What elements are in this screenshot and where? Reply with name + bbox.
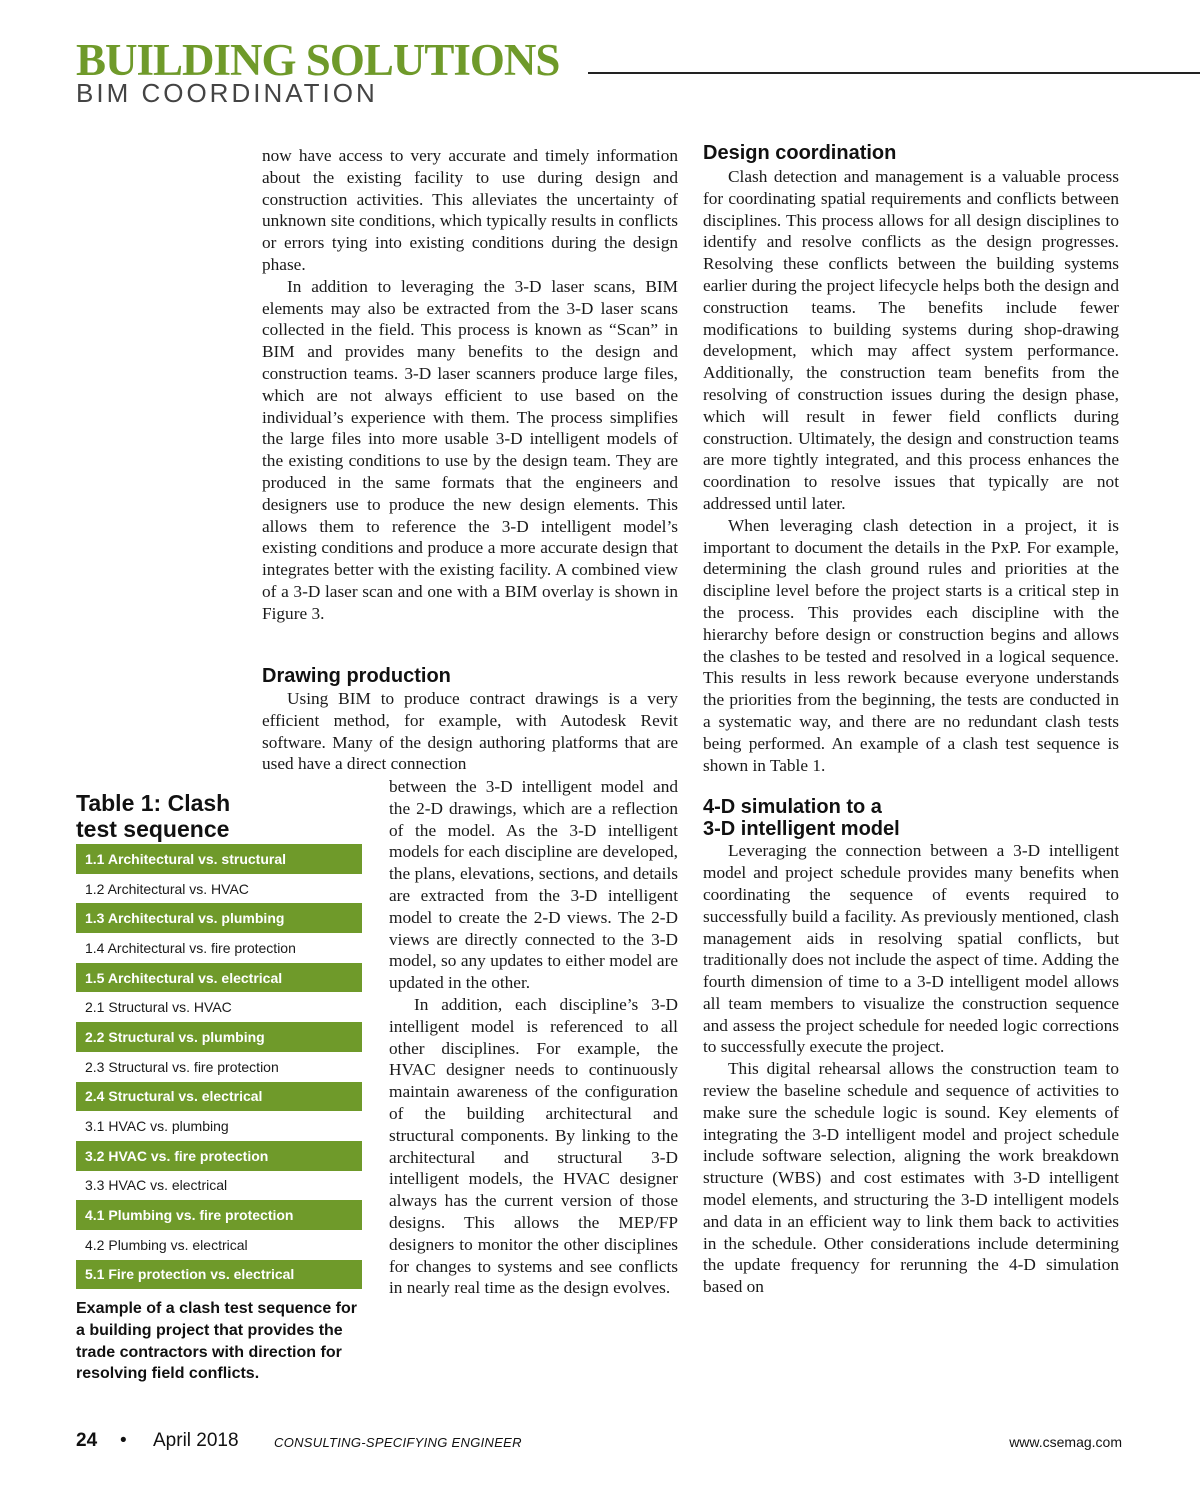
table-row: 3.1 HVAC vs. plumbing <box>85 1118 229 1135</box>
table-title <box>76 790 361 842</box>
table-row: 4.1 Plumbing vs. fire protection <box>76 1200 362 1230</box>
magazine-url[interactable]: www.csemag.com <box>1009 1434 1122 1450</box>
header-rule <box>588 72 1200 74</box>
page-number: 24 <box>76 1430 98 1451</box>
table-row: 1.2 Architectural vs. HVAC <box>85 880 249 897</box>
table-row: 2.4 Structural vs. electrical <box>76 1082 362 1112</box>
paragraph: In addition, each discipline’s 3-D intelligent model is referenced to all other disciplines. For example, the HVAC designer needs to continuously maintain awareness of the configuration of the building architectural and structural components. By linking to the architectural and structural 3-D intelligent models, the HVAC designer always has the current version of those designs. This allows the MEP/FP designers to monitor the other disciplines for changes to systems and see conflicts in nearly real time as the design evolves. <box>389 994 678 1298</box>
section-title: BUILDING SOLUTIONS <box>76 35 560 85</box>
column-2 <box>703 142 1119 1298</box>
table-row: 2.2 Structural vs. plumbing <box>76 1022 362 1052</box>
section-subtitle: BIM COORDINATION <box>76 78 378 108</box>
heading-design-coordination: Design coordination <box>703 142 897 164</box>
heading-4d-simulation <box>703 796 1119 840</box>
clash-test-table <box>76 844 362 1289</box>
table-row: 3.3 HVAC vs. electrical <box>85 1177 228 1194</box>
heading-line: 4-D simulation to a <box>703 796 882 819</box>
page-footer <box>76 1430 1122 1454</box>
table-row: 1.4 Architectural vs. fire protection <box>85 939 296 956</box>
heading-line: 3-D intelligent model <box>703 818 900 841</box>
table-title-line: test sequence <box>76 816 230 842</box>
table-row: 3.2 HVAC vs. fire protection <box>76 1141 362 1171</box>
magazine-name: CONSULTING-SPECIFYING ENGINEER <box>274 1435 522 1450</box>
table-row: 2.1 Structural vs. HVAC <box>85 999 232 1016</box>
table-row: 1.3 Architectural vs. plumbing <box>76 903 362 933</box>
paragraph: Leveraging the connection between a 3-D intelligent model and project schedule provides many benefits when coordinating the sequence of events required to successfully build a facility. As previously mentioned, clash management aids in resolving spatial conflicts, but traditionally does not include the aspect of time. Adding the fourth dimension of time to a 3-D intelligent model allows all team members to visualize the construction sequence and assess the project schedule for needed logic corrections to successfully execute the project. <box>703 841 1119 1057</box>
paragraph: In addition to leveraging the 3-D laser scans, BIM elements may also be extracted from the 3-D laser scans collected in the field. This process is known as “Scan” in BIM and provides many benefits to the design and construction teams. 3-D laser scanners produce large files, which are not always efficient to use based on the individual’s experience with them. The process simplifies the large files into more usable 3-D intelligent models of the existing conditions to use by the design team. They are produced in the same formats that the engineers and designers use to produce the new design elements. This allows them to reference the 3-D intelligent model’s existing conditions and produce a more accurate design that integrates better with the existing facility. A combined view of a 3-D laser scan and one with a BIM overlay is shown in Figure 3. <box>262 276 678 623</box>
table-row: 2.3 Structural vs. fire protection <box>85 1058 279 1075</box>
column-1-narrow <box>389 776 678 1299</box>
paragraph: Clash detection and management is a valuable process for coordinating spatial requirements and conflicts between disciplines. This process allows for all design disciplines to identify and resolve conflicts as the design progresses. Resolving these conflicts between the building systems earlier during the project lifecycle helps both the design and construction teams. The benefits include fewer modifications to building systems during shop-drawing development, which may affect system performance. Additionally, the construction team benefits from the resolving of construction issues during the design phase, which will result in fewer field conflicts during construction. Ultimately, the design and construction teams are more tightly integrated, and this process enhances the coordination to resolve issues that typically are not addressed until later. <box>703 167 1119 513</box>
table-caption: Example of a clash test sequence for a building project that provides the trade contractors with direction for resolving field conflicts. <box>76 1300 357 1383</box>
paragraph: now have access to very accurate and timely information about the existing facility to use during design and construction activities. This alleviates the uncertainty of unknown site conditions, which typically results in conflicts or errors tying into existing conditions during the design phase. <box>262 146 678 274</box>
heading-drawing-production: Drawing production <box>262 665 451 687</box>
column-1 <box>262 145 678 625</box>
issue-date: April 2018 <box>153 1430 239 1451</box>
table-row: 4.2 Plumbing vs. electrical <box>85 1236 248 1253</box>
paragraph: When leveraging clash detection in a project, it is important to document the details in the PxP. For example, determining the clash ground rules and priorities at the discipline level before the project starts is a critical step in the process. This provides each discipline with the hierarchy before design or construction begins and allows the clashes to be tested and resolved in a logical sequence. This results in less rework because everyone understands the priorities from the beginning, the tests are conducted in a systematic way, and there are no redundant clash tests being performed. An example of a clash test sequence is shown in Table 1. <box>703 515 1119 775</box>
drawing-production-section <box>262 665 678 775</box>
paragraph: between the 3-D intelligent model and the 2-D drawings, which are a reflection of the model. As the 3-D intelligent models for each discipline are developed, the plans, elevations, sections, and details are extracted from the 3-D intelligent model to create the 2-D views. The 2-D views are directly connected to the 3-D model, so any updates to either model are updated in the other. <box>389 777 678 993</box>
table-row: 1.1 Architectural vs. structural <box>76 844 362 874</box>
table-row: 5.1 Fire protection vs. electrical <box>76 1260 362 1290</box>
paragraph: This digital rehearsal allows the construction team to review the baseline schedule and sequence of activities to make sure the schedule logic is sound. Key elements of integrating the 3-D intelligent model and project schedule include software selection, aligning the work breakdown structure (WBS) and cost estimates with 3-D intelligent model elements, and structuring the 3-D intelligent models and data in an efficient way to link them back to activities in the schedule. Other considerations include determining the update frequency for rerunning the 4-D simulation based on <box>703 1059 1119 1297</box>
bullet-separator: • <box>120 1430 127 1451</box>
table-title-line: Table 1: Clash <box>76 790 231 816</box>
table-row: 1.5 Architectural vs. electrical <box>76 963 362 993</box>
paragraph: Using BIM to produce contract drawings is a very efficient method, for example, with Autodesk Revit software. Many of the design authoring platforms that are used have a direct connection <box>262 689 678 774</box>
